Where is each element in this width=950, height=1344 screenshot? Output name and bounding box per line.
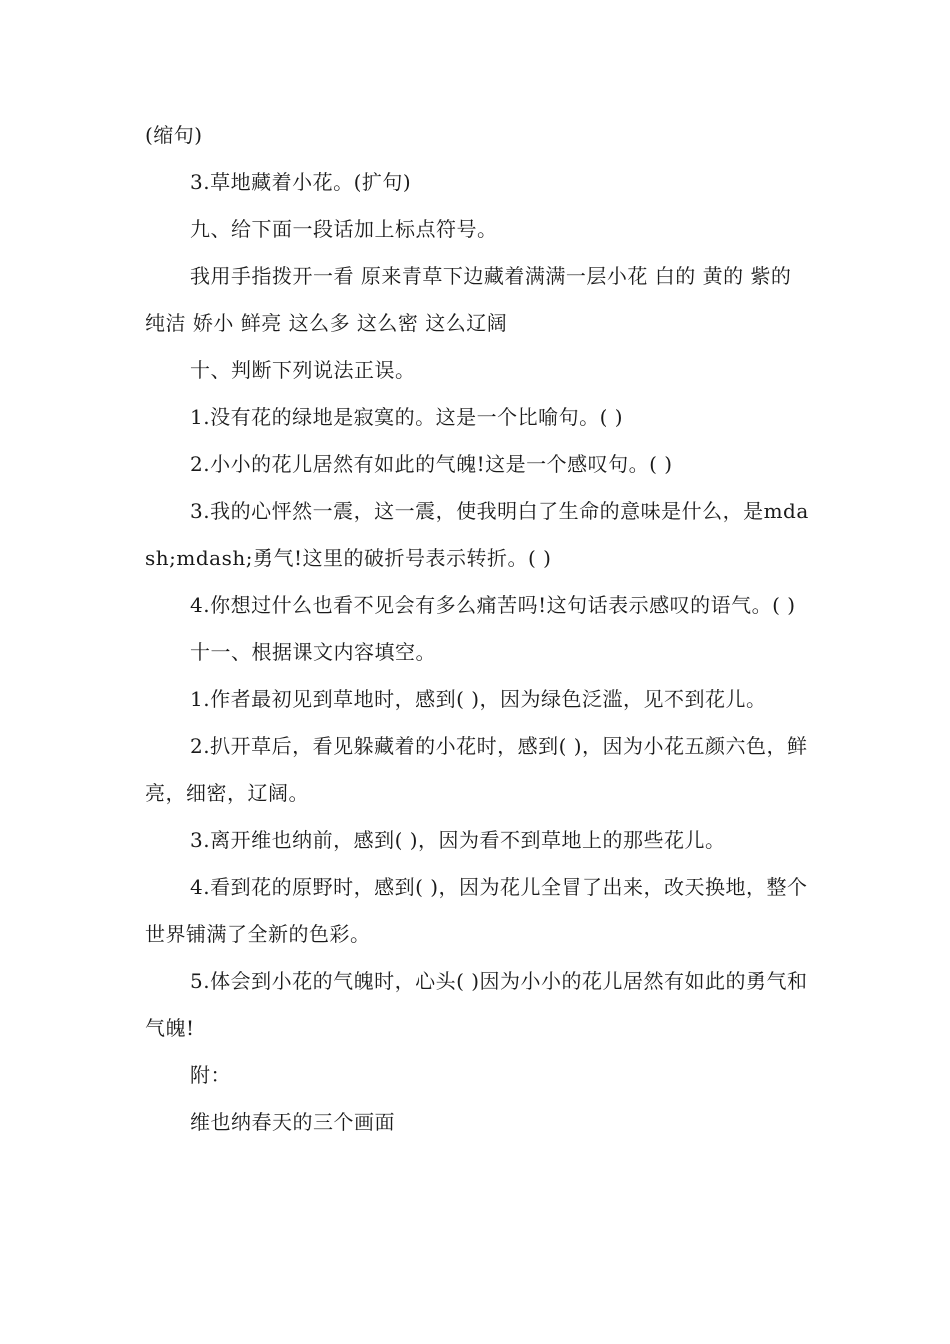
section-heading-punctuation: 九、给下面一段话加上标点符号。 (190, 217, 498, 241)
appendix-label: 附： (190, 1063, 231, 1087)
fill-blank-item-4: 4.看到花的原野时，感到( )，因为花儿全冒了出来，改天换地，整个世界铺满了全新的色彩。 (145, 875, 808, 946)
document-page (145, 112, 810, 1146)
true-false-item-3: 3.我的心怦然一震，这一震，使我明白了生命的意味是什么，是mdash;mdash;勇气!这里的破折号表示转折。( ) (145, 499, 809, 570)
appendix-title: 维也纳春天的三个画面 (190, 1110, 395, 1134)
true-false-item-2: 2.小小的花儿居然有如此的气魄!这是一个感叹句。( ) (190, 452, 673, 476)
fill-blank-item-3: 3.离开维也纳前，感到( )，因为看不到草地上的那些花儿。 (190, 828, 726, 852)
section-heading-true-false: 十、判断下列说法正误。 (190, 358, 416, 382)
fill-blank-item-2: 2.扒开草后，看见躲藏着的小花时，感到( )，因为小花五颜六色，鲜亮，细密，辽阔。 (145, 734, 808, 805)
true-false-item-4: 4.你想过什么也看不见会有多么痛苦吗!这句话表示感叹的语气。( ) (190, 593, 796, 617)
section-heading-fill-blank: 十一、根据课文内容填空。 (190, 640, 436, 664)
fill-blank-item-1: 1.作者最初见到草地时，感到( )，因为绿色泛滥，见不到花儿。 (190, 687, 767, 711)
fill-blank-item-5: 5.体会到小花的气魄时，心头( )因为小小的花儿居然有如此的勇气和气魄! (145, 969, 808, 1040)
paragraph-shorten-note: (缩句) (145, 123, 203, 147)
paragraph-expand-sentence: 3.草地藏着小花。(扩句) (190, 170, 412, 194)
paragraph-punctuation-exercise: 我用手指拨开一看 原来青草下边藏着满满一层小花 白的 黄的 紫的 纯洁 娇小 鲜亮 这么多 这么密 这么辽阔 (145, 264, 792, 335)
true-false-item-1: 1.没有花的绿地是寂寞的。这是一个比喻句。( ) (190, 405, 624, 429)
